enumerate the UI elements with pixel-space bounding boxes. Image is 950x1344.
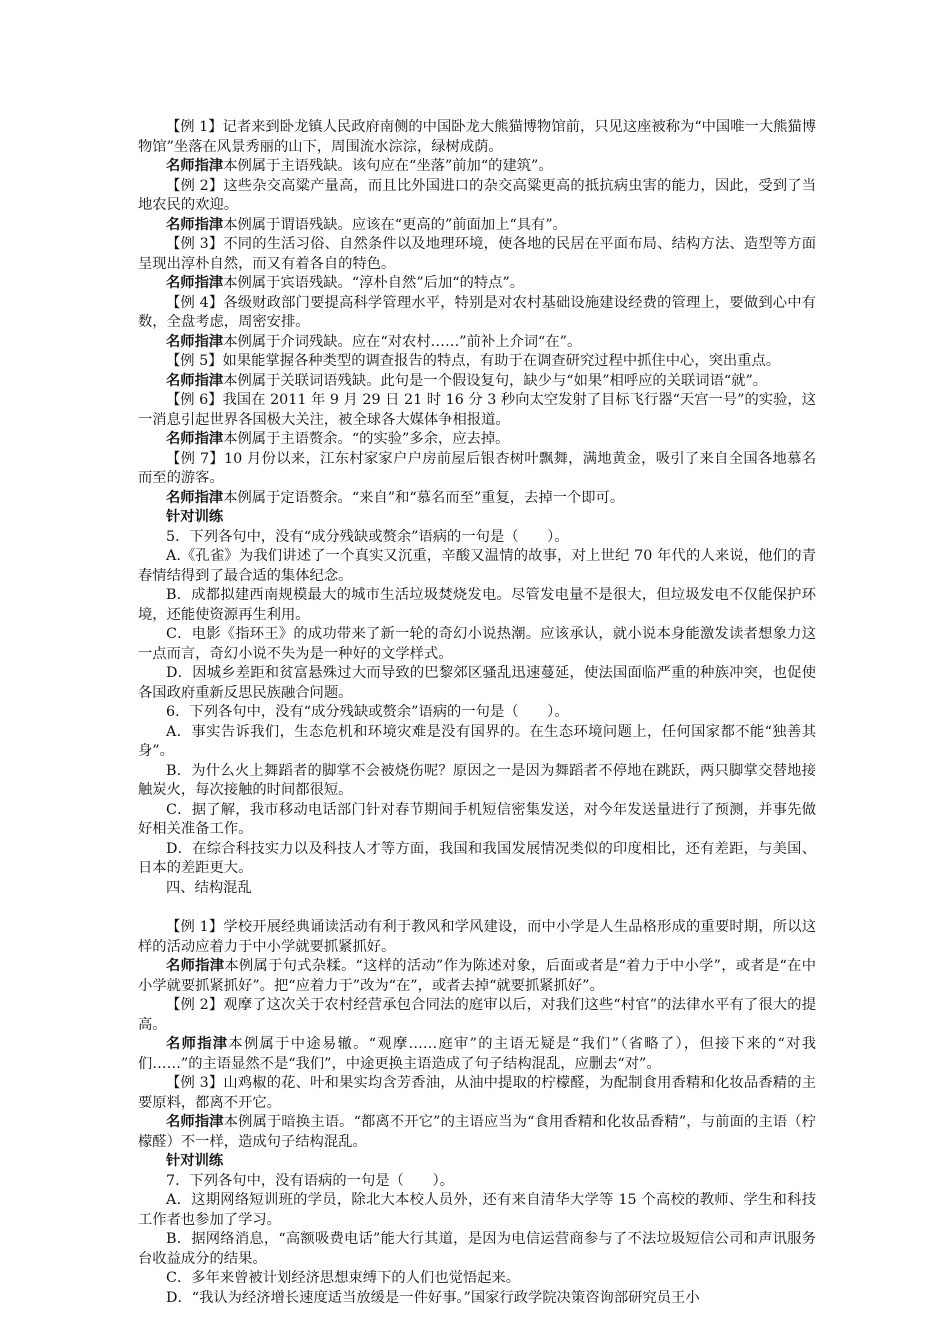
paragraph <box>138 294 816 333</box>
paragraph-text: 【例 1】记者来到卧龙镇人民政府南侧的中国卧龙大熊猫博物馆前，只见这座被称为“中国唯一大熊猫博物馆”坐落在风景秀丽的山下，周围流水淙淙，绿树成荫。 <box>138 119 817 155</box>
bold-label: 名师指津 <box>166 1114 224 1130</box>
paragraph <box>138 840 816 879</box>
bold-label: 名师指津 <box>166 216 224 233</box>
paragraph-text: 6．下列各句中，没有“成分残缺或赘余”语病的一句是（ ）。 <box>166 704 569 720</box>
teacher-note <box>138 372 816 392</box>
paragraph-text: 【例 4】各级财政部门要提高科学管理水平，特别是对农村基础设施建设经费的管理上，要做到心中有数，全盘考虑，周密安排。 <box>138 294 816 330</box>
teacher-note <box>138 333 816 353</box>
paragraph-text: C．多年来曾被计划经济思想束缚下的人们也觉悟起来。 <box>166 1270 521 1286</box>
paragraph-text: C．据了解，我市移动电话部门针对春节期间手机短信密集发送，对今年发送量进行了预测，并事先做好相关准备工作。 <box>138 801 816 837</box>
teacher-note <box>138 274 816 294</box>
paragraph <box>138 1191 816 1230</box>
paragraph-text: D．因城乡差距和贫富悬殊过大而导致的巴黎郊区骚乱迅速蔓延，使法国面临严重的种族冲突，也促使各国政府重新反思民族融合问题。 <box>138 665 816 701</box>
bold-label: 名师指津 <box>166 431 224 447</box>
section-gap <box>138 898 816 918</box>
paragraph <box>138 391 816 430</box>
paragraph-text: D．“我认为经济增长速度适当放缓是一件好事。”国家行政学院决策咨询部研究员王小 <box>166 1289 700 1306</box>
teacher-note <box>138 489 816 509</box>
paragraph-text: 本例属于主语残缺。该句应在“坐落”前加“的建筑”。 <box>223 158 553 174</box>
practice-heading <box>138 508 816 528</box>
paragraph <box>138 1289 816 1309</box>
paragraph <box>138 664 816 703</box>
paragraph-text: A.《孔雀》为我们讲述了一个真实又沉重，辛酸又温情的故事，对上世纪 70 年代的人来说，他们的青春情结得到了最合适的集体纪念。 <box>138 548 816 584</box>
paragraph <box>138 1230 816 1269</box>
paragraph-text: 【例 2】这些杂交高粱产量高，而且比外国进口的杂交高粱更高的抵抗病虫害的能力，因此，受到了当地农民的欢迎。 <box>138 177 816 213</box>
bold-label: 针对训练 <box>166 1153 224 1169</box>
paragraph <box>138 586 816 625</box>
paragraph-text: 本例属于句式杂糅。“这样的活动”作为陈述对象，后面或者是“着力于中小学”，或者是“在中小学就要抓紧抓好”。把“应着力于”改为“在”，或者去掉“就要抓紧抓好”。 <box>138 958 817 994</box>
paragraph-text: 本例属于关联词语残缺。此句是一个假设复句，缺少与“如果”相呼应的关联词语“就”。 <box>223 372 768 389</box>
paragraph-text: 本例属于主语赘余。“的实验”多余，应去掉。 <box>223 431 510 447</box>
bold-label: 名师指津 <box>166 372 224 389</box>
teacher-note <box>138 1035 816 1074</box>
paragraph-text: C．电影《指环王》的成功带来了新一轮的奇幻小说热潮。应该承认，就小说本身能激发读者想象力这一点而言，奇幻小说不失为是一种好的文学样式。 <box>138 626 816 662</box>
practice-heading <box>138 1152 816 1172</box>
bold-label: 针对训练 <box>166 509 224 525</box>
bold-label: 名师指津 <box>166 333 224 350</box>
teacher-note <box>138 957 816 996</box>
paragraph-text: B．为什么火上舞蹈者的脚掌不会被烧伤呢？原因之一是因为舞蹈者不停地在跳跃，两只脚掌交替地接触炭火，每次接触的时间都很短。 <box>138 762 816 798</box>
paragraph-text: 7．下列各句中，没有语病的一句是（ ）。 <box>166 1172 454 1189</box>
paragraph <box>138 177 816 216</box>
paragraph-text: 5．下列各句中，没有“成分残缺或赘余”语病的一句是（ ）。 <box>166 528 569 545</box>
bold-label: 名师指津 <box>166 275 224 291</box>
paragraph-text: 四、结构混乱 <box>166 879 252 896</box>
paragraph-text: 本例属于暗换主语。“都离不开它”的主语应当为“食用香精和化妆品香精”，与前面的主语（柠檬醛）不一样，造成句子结构混乱。 <box>138 1114 817 1150</box>
paragraph <box>138 1269 816 1289</box>
paragraph-text: 【例 5】如果能掌握各种类型的调查报告的特点，有助于在调查研究过程中抓住中心，突出重点。 <box>166 353 781 369</box>
paragraph-text: 【例 7】10 月份以来，江东村家家户户房前屋后银杏树叶飘舞，满地黄金，吸引了来自全国各地慕名而至的游客。 <box>138 450 816 486</box>
bold-label: 名师指津 <box>166 489 224 506</box>
paragraph <box>138 118 816 157</box>
paragraph <box>138 547 816 586</box>
paragraph-text: 【例 3】不同的生活习俗、自然条件以及地理环境，使各地的民居在平面布局、结构方法、造型等方面呈现出淳朴自然，而又有着各自的特色。 <box>138 236 816 272</box>
paragraph <box>138 762 816 801</box>
paragraph-text: 本例属于定语赘余。“来自”和“慕名而至”重复，去掉一个即可。 <box>223 489 625 506</box>
paragraph <box>138 625 816 664</box>
paragraph <box>138 879 816 899</box>
paragraph <box>138 801 816 840</box>
paragraph-text: D．在综合科技实力以及科技人才等方面，我国和我国发展情况类似的印度相比，还有差距，与美国、日本的差距更大。 <box>138 840 816 876</box>
paragraph <box>138 918 816 957</box>
paragraph-text: 【例 6】我国在 2011 年 9 月 29 日 21 时 16 分 3 秒向太空发射了目标飞行器“天宫一号”的实验，这一消息引起世界各国极大关注，被全球各大媒体争相报道。 <box>138 392 816 428</box>
paragraph-text: 本例属于中途易辙。“观摩……庭审”的主语无疑是“我们”（省略了），但接下来的“对我们……”的主语显然不是“我们”，中途更换主语造成了句子结构混乱，应删去“对”。 <box>138 1036 816 1072</box>
paragraph <box>138 703 816 723</box>
paragraph <box>138 528 816 548</box>
teacher-note <box>138 157 816 177</box>
paragraph-text: 本例属于宾语残缺。“淳朴自然”后加“的特点”。 <box>223 275 525 291</box>
paragraph-text: B．成都拟建西南规模最大的城市生活垃圾焚烧发电。尽管发电量不是很大，但垃圾发电不仅能保护环境，还能使资源再生利用。 <box>138 587 816 623</box>
bold-label: 名师指津 <box>166 158 224 174</box>
paragraph-text: 【例 2】观摩了这次关于农村经营承包合同法的庭审以后，对我们这些“村官”的法律水平有了很大的提高。 <box>138 997 816 1033</box>
paragraph-text: B．据网络消息，“高额吸费电话”能大行其道，是因为电信运营商参与了不法垃圾短信公司和声讯服务台收益成分的结果。 <box>138 1231 816 1267</box>
teacher-note <box>138 430 816 450</box>
paragraph <box>138 996 816 1035</box>
paragraph-text: 本例属于谓语残缺。应该在“更高的”前面加上“具有”。 <box>223 216 567 233</box>
bold-label: 名师指津 <box>166 958 225 974</box>
paragraph <box>138 235 816 274</box>
paragraph <box>138 1074 816 1113</box>
paragraph <box>138 723 816 762</box>
paragraph-text: 【例 1】学校开展经典诵读活动有利于教风和学风建设，而中小学是人生品格形成的重要时期，所以这样的活动应着力于中小学就要抓紧抓好。 <box>138 919 816 955</box>
paragraph-text: 本例属于介词残缺。应在“对农村……”前补上介词“在”。 <box>223 333 582 350</box>
paragraph-text: 【例 3】山鸡椒的花、叶和果实均含芳香油，从油中提取的柠檬醛，为配制食用香精和化妆品香精的主要原料，都离不开它。 <box>138 1075 816 1111</box>
teacher-note <box>138 216 816 236</box>
teacher-note <box>138 1113 816 1152</box>
paragraph-text: A．事实告诉我们，生态危机和环境灾难是没有国界的。在生态环境问题上，任何国家都不能“独善其身”。 <box>138 723 816 759</box>
bold-label: 名师指津 <box>166 1036 229 1052</box>
document-page <box>138 118 816 1308</box>
paragraph <box>138 450 816 489</box>
paragraph <box>138 352 816 372</box>
paragraph-text: A．这期网络短训班的学员，除北大本校人员外，还有来自清华大学等 15 个高校的教师、学生和科技工作者也参加了学习。 <box>138 1192 816 1228</box>
paragraph <box>138 1172 816 1192</box>
